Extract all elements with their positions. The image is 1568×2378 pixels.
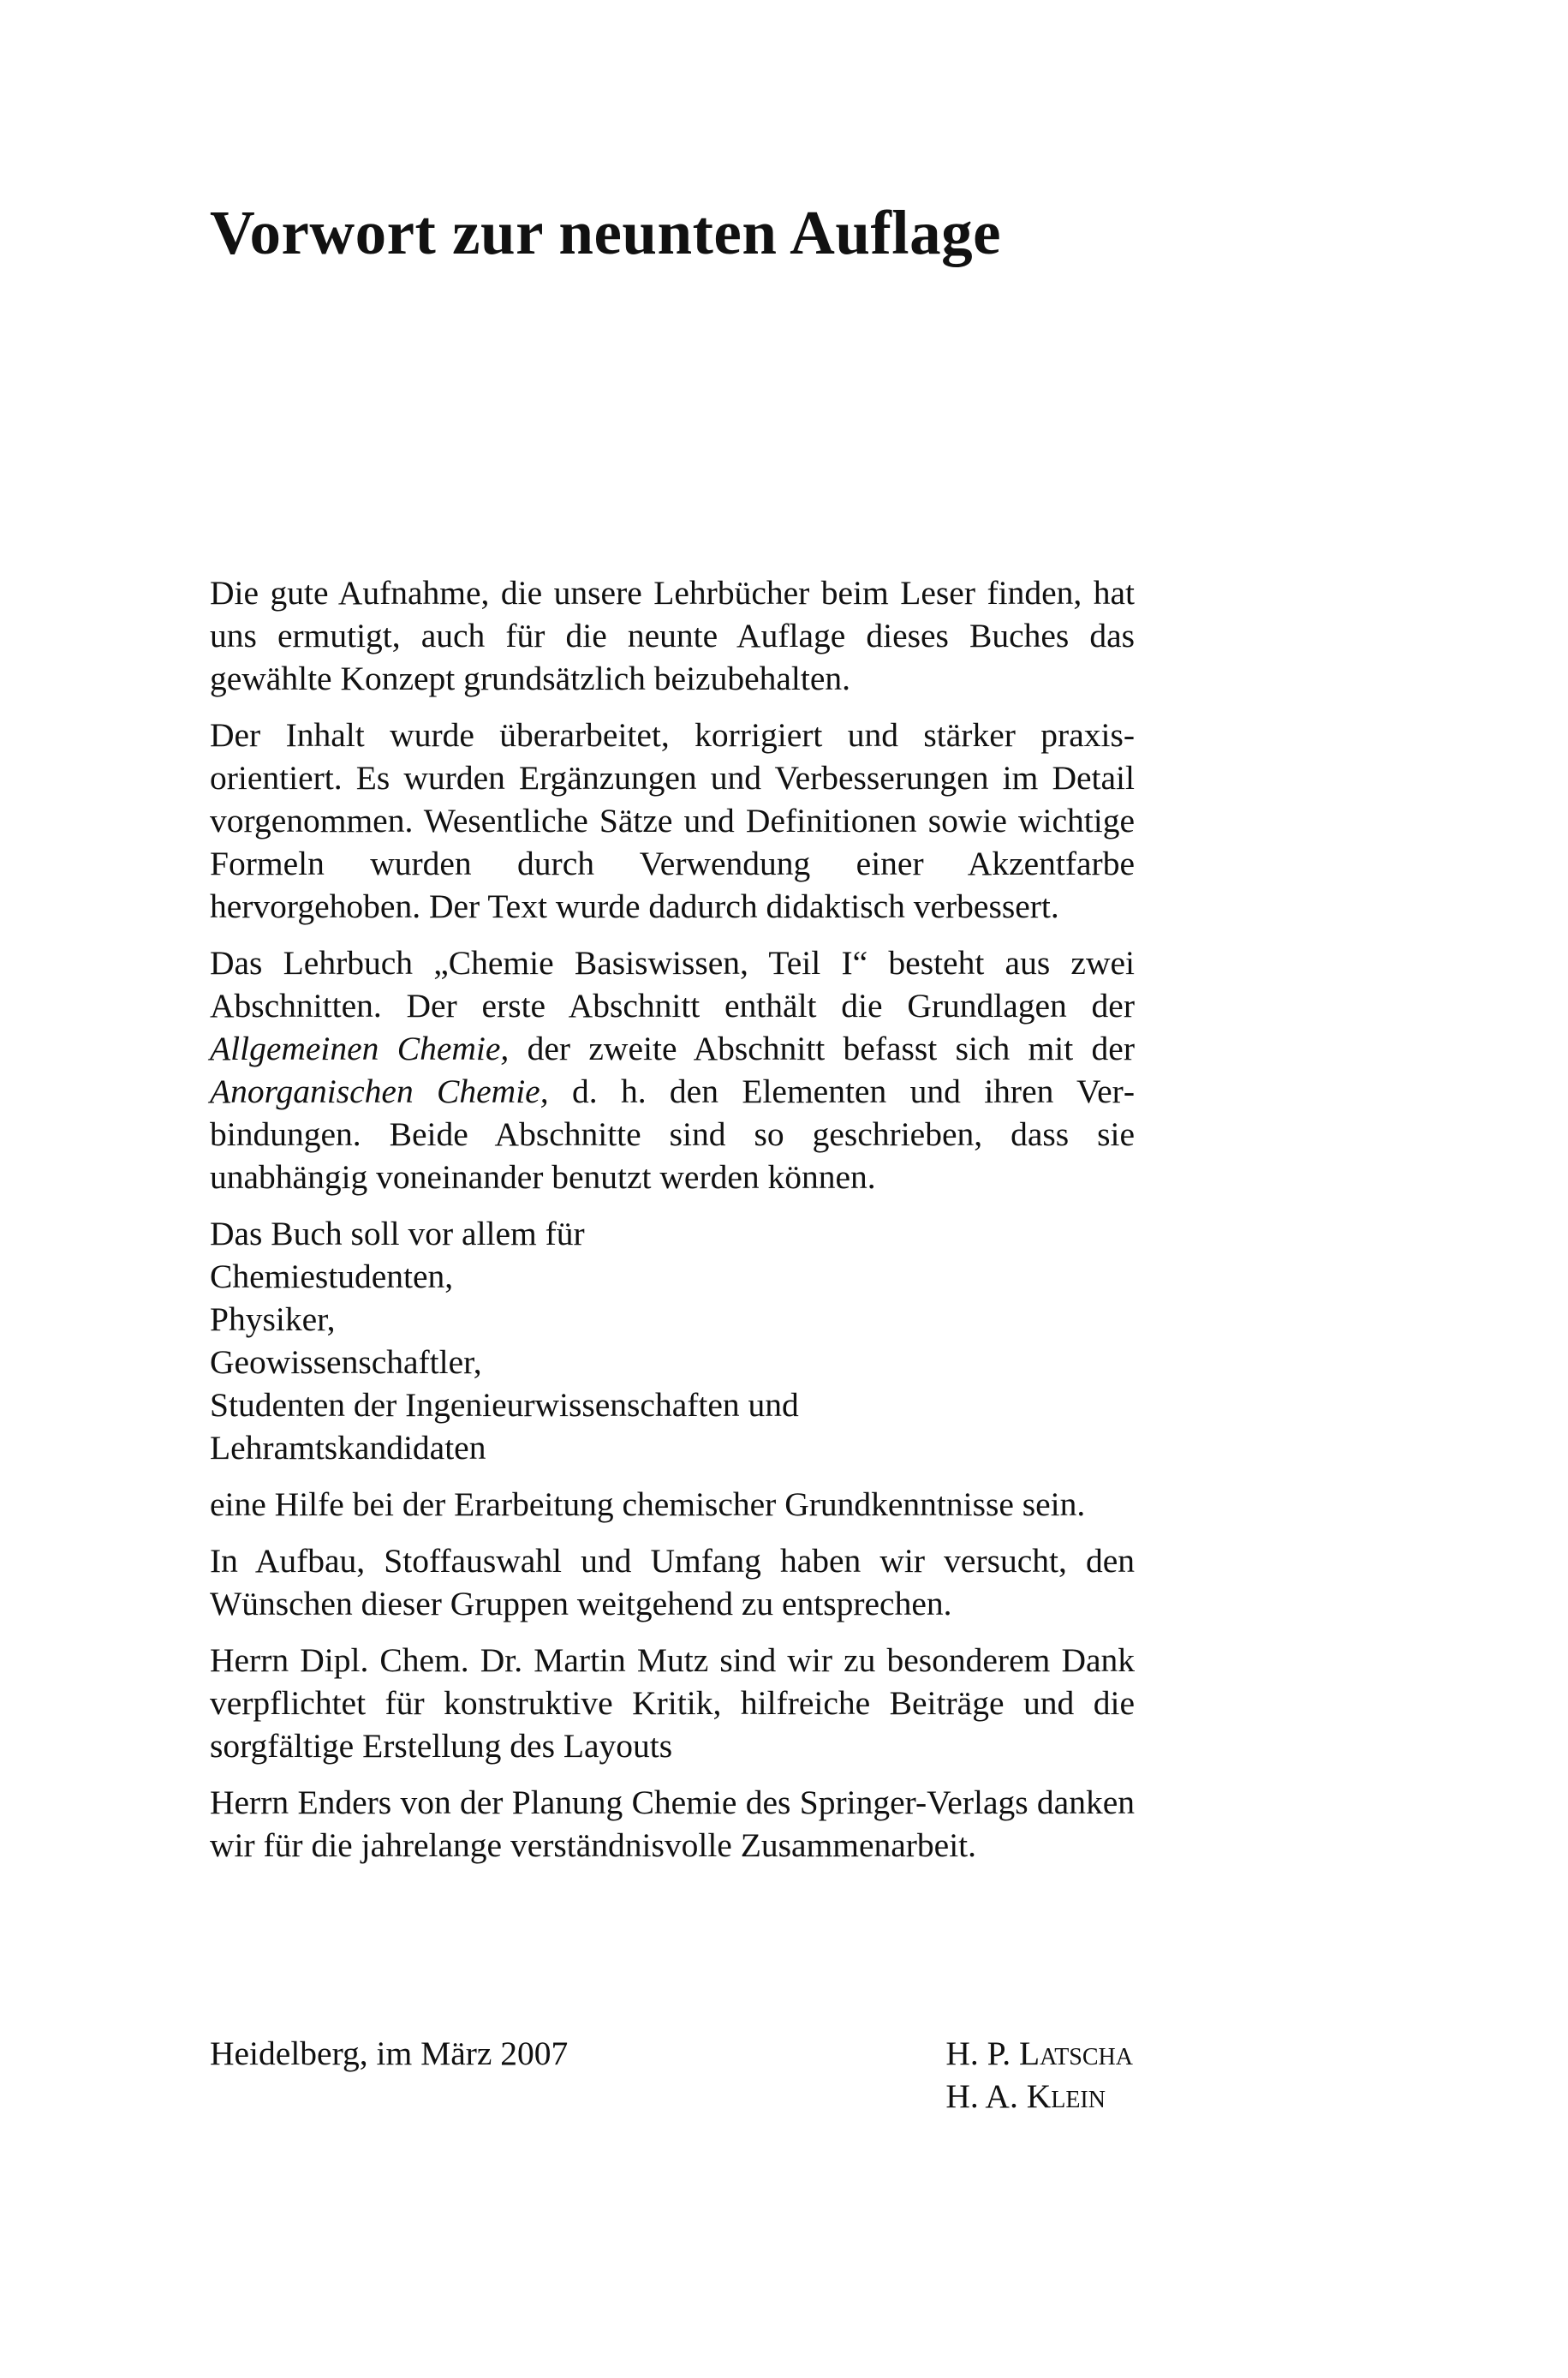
- author-1-surname: Latscha: [1018, 2034, 1133, 2072]
- paragraph-5: In Aufbau, Stoffauswahl und Umfang haben wir versucht, den Wünschen dieser Gruppen weitgehend zu entsprechen.: [210, 1542, 1135, 1622]
- emphasis-allgemeine-chemie: Allgemeinen Chemie,: [210, 1030, 510, 1067]
- page-title: Vorwort zur neunten Auflage: [210, 198, 1001, 267]
- audience-item: Physiker,: [210, 1300, 336, 1338]
- paragraph-2: Der Inhalt wurde überarbeitet, korrigiert und stärker praxisorientiert. Es wurden Ergänzungen und Verbesserungen im Detail vorgenommen. Wesentliche Sätze und Definitionen sowie wichtige Formeln wurden durch Verwendung einer Akzentfarbe hervorgehoben. Der Text wurde dadurch didaktisch verbessert.: [210, 716, 1135, 925]
- place-date: Heidelberg, im März 2007: [210, 2034, 569, 2072]
- audience-block: [210, 1212, 1135, 1469]
- author-2-surname: Klein: [1026, 2077, 1106, 2115]
- audience-item: Studenten der Ingenieurwissenschaften und: [210, 1386, 799, 1424]
- author-1-initials: H. P.: [945, 2034, 1019, 2072]
- author-2: [945, 2075, 1133, 2118]
- paragraph-4-end: eine Hilfe bei der Erarbeitung chemischer Grundkenntnisse sein.: [210, 1485, 1086, 1523]
- paragraph-7: Herrn Enders von der Planung Chemie des Springer-Verlags danken wir für die jahrelange verständnisvolle Zusammenarbeit.: [210, 1784, 1135, 1864]
- paragraph-1: Die gute Aufnahme, die unsere Lehrbücher beim Leser finden, hat uns ermutigt, auch für die neunte Auflage dieses Buches das gewählte Konzept grundsätzlich beizubehalten.: [210, 574, 1135, 697]
- audience-item: Chemiestudenten,: [210, 1258, 454, 1295]
- author-1: [945, 2032, 1133, 2075]
- paragraph-3: [210, 941, 1135, 1198]
- authors: [945, 2032, 1133, 2118]
- paragraph-6: Herrn Dipl. Chem. Dr. Martin Mutz sind wir zu besonderem Dank verpflichtet für konstruktive Kritik, hilfreiche Beiträge und die sorgfältige Erstellung des Layouts: [210, 1641, 1135, 1765]
- audience-item: Lehramtskandidaten: [210, 1429, 486, 1467]
- paragraph-3-text-b: der zweite Abschnitt befasst sich mit der: [509, 1030, 1135, 1067]
- emphasis-anorganische-chemie: Anorganischen Chemie,: [210, 1072, 549, 1110]
- audience-item: Geowissenschaftler,: [210, 1343, 482, 1381]
- author-2-initials: H. A.: [945, 2077, 1027, 2115]
- paragraph-3-text-c: d. h. den Elementen und ihren Verbindungen. Beide Abschnitte sind so geschrieben, dass sie unabhängig voneinander benutzt werden können.: [210, 1072, 1135, 1196]
- paragraph-3-text-a: Das Lehrbuch „Chemie Basiswissen, Teil I“ besteht aus zwei Abschnitten. Der erste Abschnitt enthält die Grundlagen der: [210, 944, 1135, 1025]
- audience-intro: Das Buch soll vor allem für: [210, 1215, 585, 1252]
- preface-body: [210, 571, 1135, 1867]
